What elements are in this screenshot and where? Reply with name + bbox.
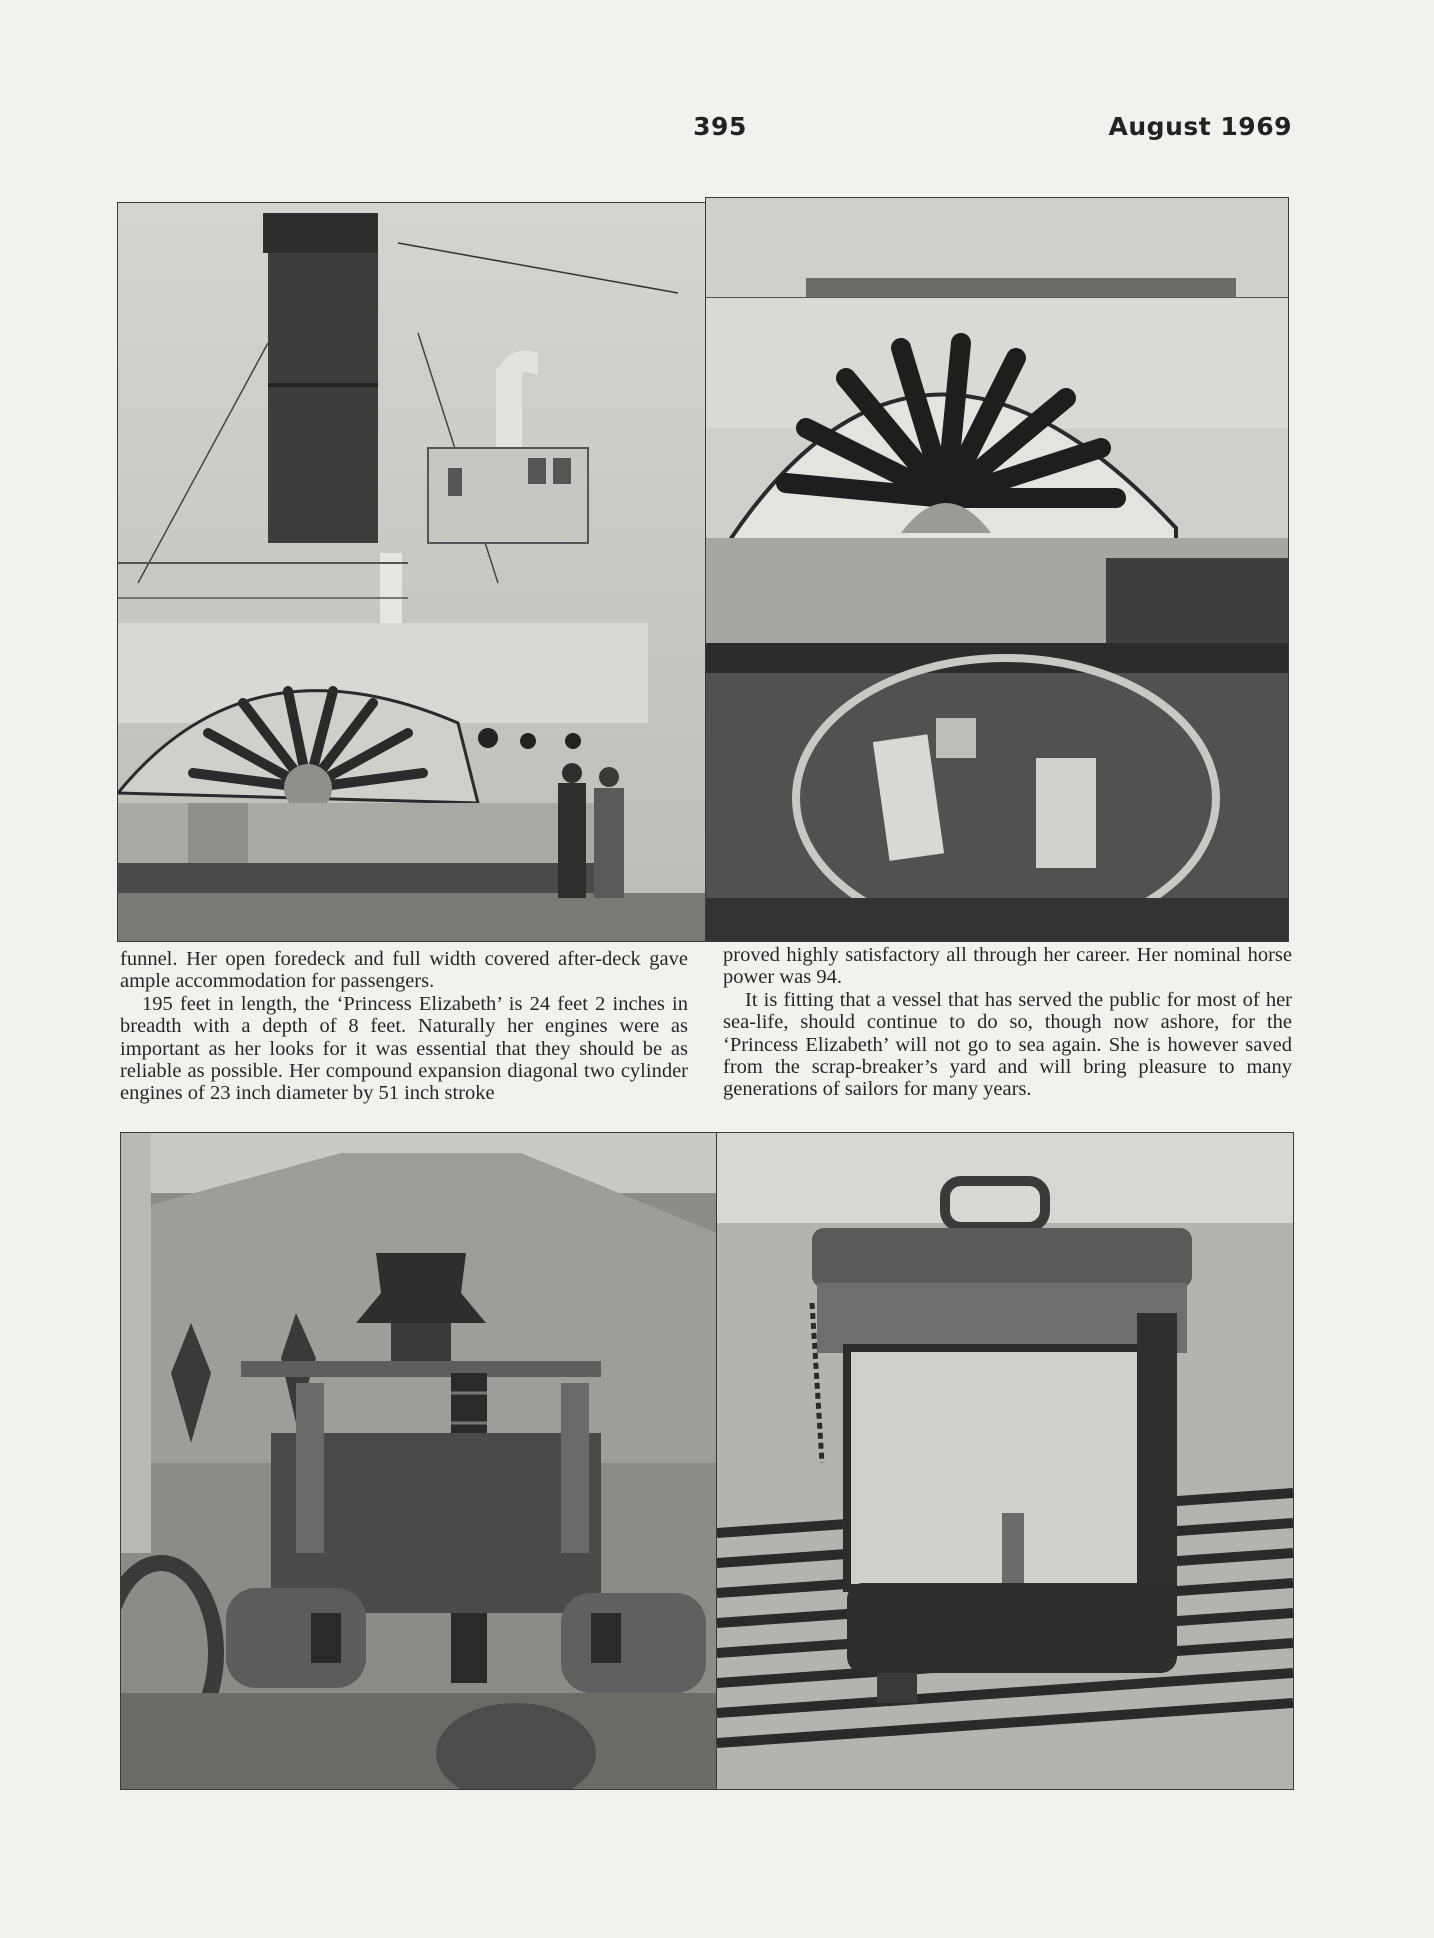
text-column-right	[723, 944, 1292, 1101]
photo-anchor-windlass	[120, 1132, 718, 1790]
issue-date: August 1969	[1108, 112, 1292, 141]
photo-ship-lantern	[716, 1132, 1294, 1790]
photo-paddle-wheel-close-up	[705, 197, 1289, 942]
paragraph: proved highly satisfactory all through her career. Her nominal horse power was 94.	[723, 944, 1292, 989]
paragraph: funnel. Her open foredeck and full width covered after-deck gave ample accommodation for passengers.	[120, 948, 688, 993]
paragraph: It is fitting that a vessel that has served the public for most of her sea-life, should continue to do so, though now ashore, for the ‘Princess Elizabeth’ will not go to sea again. She is however saved from the scrap-breaker’s yard and will bring pleasure to many generations of sailors for many years.	[723, 988, 1292, 1101]
paragraph: 195 feet in length, the ‘Princess Elizabeth’ is 24 feet 2 inches in breadth with a depth of 8 feet. Naturally her engines were as important as her looks for it was essential that they should be as reliable as possible. Her compound expansion diagonal two cylinder engines of 23 inch diameter by 51 inch stroke	[120, 992, 688, 1105]
page-number: 395	[693, 112, 747, 141]
photo-funnel-and-paddle-box	[117, 202, 707, 942]
text-column-left	[120, 948, 688, 1105]
